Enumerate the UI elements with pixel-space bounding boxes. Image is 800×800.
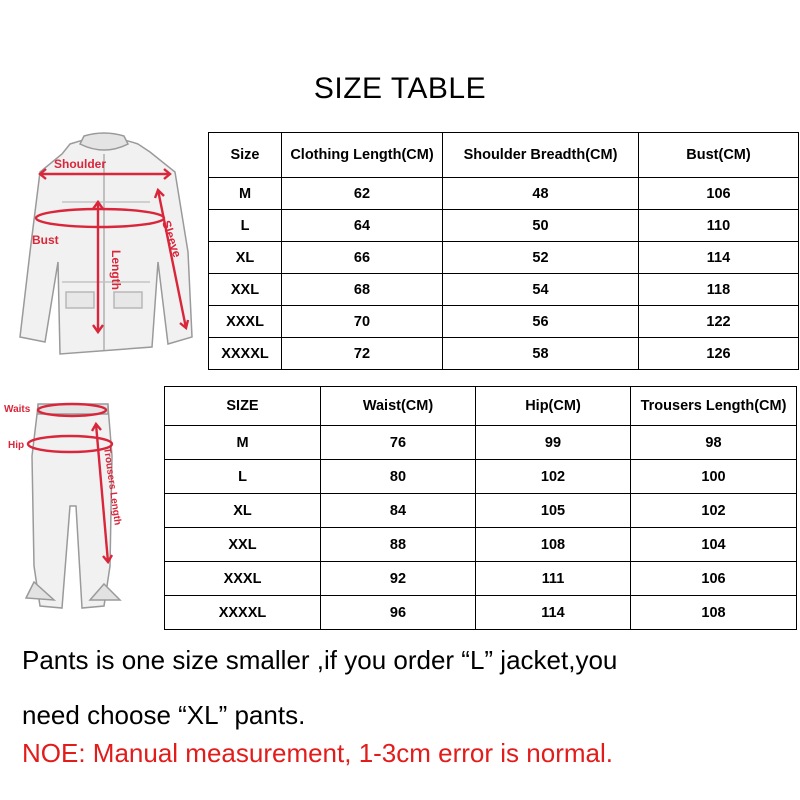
header-cell: Trousers Length(CM) bbox=[631, 387, 797, 426]
table-cell: 118 bbox=[639, 274, 799, 306]
table-cell: 88 bbox=[321, 528, 476, 562]
waist-label: Waits bbox=[4, 404, 31, 415]
table-cell: XL bbox=[209, 242, 282, 274]
table-cell: 114 bbox=[476, 596, 631, 630]
table-header-row bbox=[209, 133, 799, 178]
pants-diagram bbox=[0, 386, 164, 630]
page-title: SIZE TABLE bbox=[313, 72, 487, 105]
sizing-note-line-1: Pants is one size smaller ,if you order “L” jacket,you bbox=[22, 645, 618, 675]
table-cell: 110 bbox=[639, 210, 799, 242]
table-cell: 100 bbox=[631, 460, 797, 494]
table-cell: L bbox=[209, 210, 282, 242]
measurement-warning: NOE: Manual measurement, 1-3cm error is normal. bbox=[22, 738, 613, 768]
table-row bbox=[209, 338, 799, 370]
table-cell: 106 bbox=[631, 562, 797, 596]
table-cell: 98 bbox=[631, 426, 797, 460]
sizing-note-line-2: need choose “XL” pants. bbox=[22, 700, 306, 730]
header-cell: SIZE bbox=[165, 387, 321, 426]
table-cell: XXL bbox=[165, 528, 321, 562]
table-cell: 68 bbox=[282, 274, 443, 306]
table-row bbox=[165, 562, 797, 596]
table-cell: L bbox=[165, 460, 321, 494]
table-cell: 105 bbox=[476, 494, 631, 528]
table-row bbox=[209, 306, 799, 338]
table-cell: 84 bbox=[321, 494, 476, 528]
table-cell: 106 bbox=[639, 178, 799, 210]
jacket-diagram bbox=[0, 132, 208, 370]
table-cell: 76 bbox=[321, 426, 476, 460]
length-label: Length bbox=[109, 250, 123, 290]
table-cell: 96 bbox=[321, 596, 476, 630]
hip-label: Hip bbox=[8, 440, 25, 451]
header-cell: Hip(CM) bbox=[476, 387, 631, 426]
table-header-row bbox=[165, 387, 797, 426]
table-row bbox=[165, 426, 797, 460]
table-cell: 64 bbox=[282, 210, 443, 242]
jacket-size-table bbox=[208, 132, 799, 370]
table-cell: XL bbox=[165, 494, 321, 528]
table-row bbox=[209, 242, 799, 274]
table-cell: 111 bbox=[476, 562, 631, 596]
table-cell: 58 bbox=[443, 338, 639, 370]
table-cell: 114 bbox=[639, 242, 799, 274]
table-cell: 122 bbox=[639, 306, 799, 338]
table-cell: 99 bbox=[476, 426, 631, 460]
header-cell: Bust(CM) bbox=[639, 133, 799, 178]
table-row bbox=[165, 494, 797, 528]
trousers-length-label: Trousers Length bbox=[101, 446, 123, 527]
table-cell: M bbox=[209, 178, 282, 210]
table-cell: XXXXL bbox=[165, 596, 321, 630]
jacket-size-section bbox=[0, 132, 800, 370]
table-row bbox=[165, 460, 797, 494]
bust-label: Bust bbox=[32, 233, 59, 247]
table-cell: 72 bbox=[282, 338, 443, 370]
table-cell: 80 bbox=[321, 460, 476, 494]
header-cell: Waist(CM) bbox=[321, 387, 476, 426]
table-cell: 66 bbox=[282, 242, 443, 274]
table-cell: 52 bbox=[443, 242, 639, 274]
table-cell: 108 bbox=[476, 528, 631, 562]
table-cell: 70 bbox=[282, 306, 443, 338]
table-cell: 48 bbox=[443, 178, 639, 210]
table-cell: 102 bbox=[631, 494, 797, 528]
table-row bbox=[209, 210, 799, 242]
table-row bbox=[209, 178, 799, 210]
table-cell: 102 bbox=[476, 460, 631, 494]
table-row bbox=[165, 596, 797, 630]
table-cell: M bbox=[165, 426, 321, 460]
table-cell: 62 bbox=[282, 178, 443, 210]
header-cell: Clothing Length(CM) bbox=[282, 133, 443, 178]
table-cell: 126 bbox=[639, 338, 799, 370]
table-cell: 56 bbox=[443, 306, 639, 338]
jacket-illustration bbox=[0, 132, 208, 370]
sleeve-label: Sleeve bbox=[159, 218, 185, 260]
table-cell: 50 bbox=[443, 210, 639, 242]
table-cell: 54 bbox=[443, 274, 639, 306]
header-cell: Size bbox=[209, 133, 282, 178]
pants-size-section bbox=[0, 386, 800, 630]
pants-size-table bbox=[164, 386, 797, 630]
shoulder-label: Shoulder bbox=[54, 157, 107, 171]
table-cell: XXXL bbox=[209, 306, 282, 338]
pants-illustration bbox=[0, 386, 164, 630]
table-cell: 104 bbox=[631, 528, 797, 562]
header-cell: Shoulder Breadth(CM) bbox=[443, 133, 639, 178]
table-row bbox=[165, 528, 797, 562]
table-row bbox=[209, 274, 799, 306]
table-cell: XXXXL bbox=[209, 338, 282, 370]
table-cell: 92 bbox=[321, 562, 476, 596]
table-cell: XXXL bbox=[165, 562, 321, 596]
table-cell: 108 bbox=[631, 596, 797, 630]
table-cell: XXL bbox=[209, 274, 282, 306]
